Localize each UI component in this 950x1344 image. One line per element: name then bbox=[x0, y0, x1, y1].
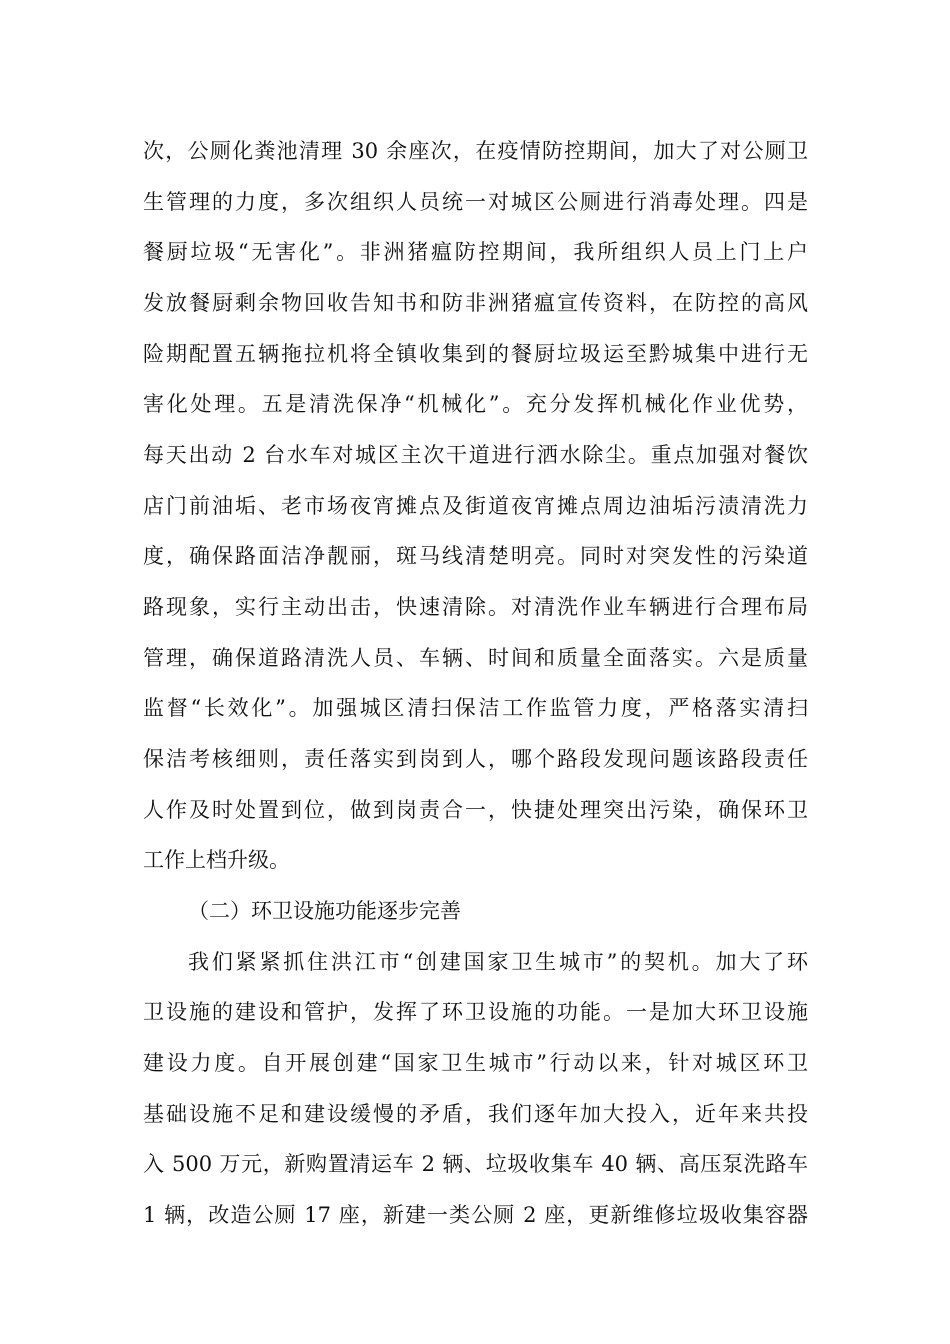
paragraph-line: 害化处理。五是清洗保净“机械化”。充分发挥机械化作业优势， bbox=[143, 392, 808, 416]
paragraph-line: 店门前油垢、老市场夜宵摊点及街道夜宵摊点周边油垢污渍清洗力 bbox=[143, 494, 808, 518]
paragraph-line: 次，公厕化粪池清理 30 余座次，在疫情防控期间，加大了对公厕卫 bbox=[143, 139, 808, 163]
paragraph-line: 路现象，实行主动出击，快速清除。对清洗作业车辆进行合理布局 bbox=[143, 595, 808, 619]
paragraph-line: 建设力度。自开展创建“国家卫生城市”行动以来，针对城区环卫 bbox=[143, 1051, 808, 1075]
paragraph-line: 生管理的力度，多次组织人员统一对城区公厕进行消毒处理。四是 bbox=[143, 190, 808, 214]
paragraph-line: 发放餐厨剩余物回收告知书和防非洲猪瘟宣传资料，在防控的高风 bbox=[143, 291, 808, 315]
paragraph-line: 每天出动 2 台水车对城区主次干道进行洒水除尘。重点加强对餐饮 bbox=[143, 443, 808, 467]
paragraph-line: 险期配置五辆拖拉机将全镇收集到的餐厨垃圾运至黔城集中进行无 bbox=[143, 342, 808, 366]
paragraph-line: 我们紧紧抓住洪江市“创建国家卫生城市”的契机。加大了环 bbox=[188, 950, 808, 974]
paragraph-line: 工作上档升级。 bbox=[143, 848, 290, 872]
paragraph-line: 度，确保路面洁净靓丽，斑马线清楚明亮。同时对突发性的污染道 bbox=[143, 544, 808, 568]
paragraph-line: 监督“长效化”。加强城区清扫保洁工作监管力度，严格落实清扫 bbox=[143, 696, 808, 720]
paragraph-line: 基础设施不足和建设缓慢的矛盾，我们逐年加大投入，近年来共投 bbox=[143, 1102, 808, 1126]
section-heading: （二）环卫设施功能逐步完善 bbox=[188, 899, 461, 923]
paragraph-line: 入 500 万元，新购置清运车 2 辆、垃圾收集车 40 辆、高压泵洗路车 bbox=[143, 1152, 808, 1176]
paragraph-line: 1 辆，改造公厕 17 座，新建一类公厕 2 座，更新维修垃圾收集容器 bbox=[143, 1203, 808, 1227]
paragraph-line: 卫设施的建设和管护，发挥了环卫设施的功能。一是加大环卫设施 bbox=[143, 1000, 808, 1024]
paragraph-line: 管理，确保道路清洗人员、车辆、时间和质量全面落实。六是质量 bbox=[143, 646, 808, 670]
paragraph-line: 餐厨垃圾“无害化”。非洲猪瘟防控期间，我所组织人员上门上户 bbox=[143, 240, 808, 264]
paragraph-line: 保洁考核细则，责任落实到岗到人，哪个路段发现问题该路段责任 bbox=[143, 747, 808, 771]
paragraph-line: 人作及时处置到位，做到岗责合一，快捷处理突出污染，确保环卫 bbox=[143, 798, 808, 822]
